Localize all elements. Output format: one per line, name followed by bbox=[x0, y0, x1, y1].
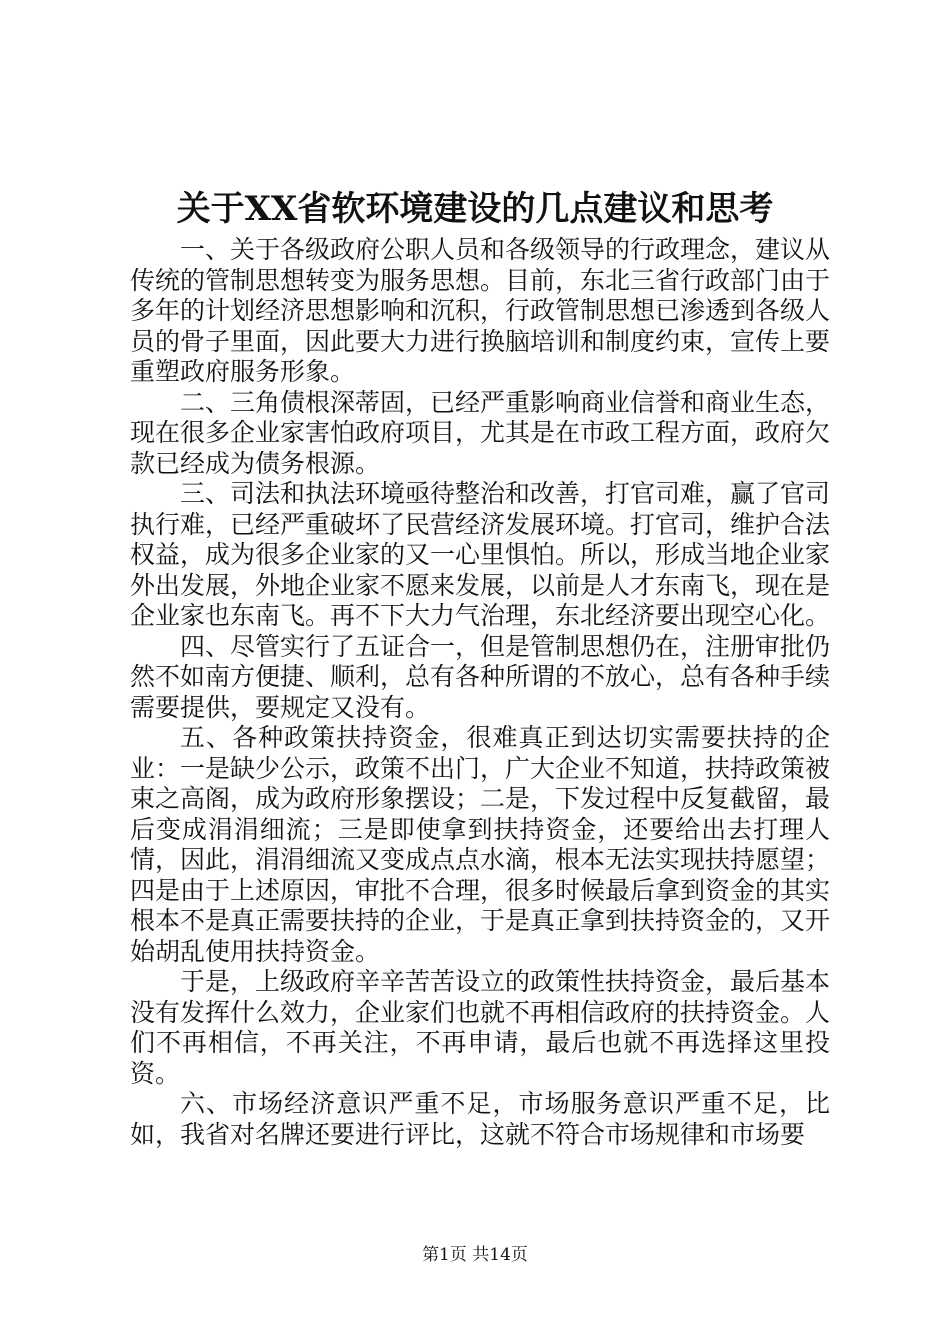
paragraph-6: 于是，上级政府辛辛苦苦设立的政策性扶持资金，最后基本没有发挥什么效力，企业家们也就不再相信政府的扶持资金。人们不再相信，不再关注，不再申请，最后也就不再选择这里投资。 bbox=[130, 967, 831, 1088]
paragraph-4: 四、尽管实行了五证合一，但是管制思想仍在，注册审批仍然不如南方便捷、顺利，总有各种所谓的不放心，总有各种手续需要提供，要规定又没有。 bbox=[130, 631, 831, 722]
document-title: 关于XX省软环境建设的几点建议和思考 bbox=[176, 189, 774, 229]
paragraph-7: 六、市场经济意识严重不足，市场服务意识严重不足，比如，我省对名牌还要进行评比，这就不符合市场规律和市场要 bbox=[130, 1089, 830, 1149]
document-body bbox=[130, 235, 830, 1150]
paragraph-5: 五、各种政策扶持资金，很难真正到达切实需要扶持的企业：一是缺少公示，政策不出门，广大企业不知道，扶持政策被束之高阁，成为政府形象摆设；二是，下发过程中反复截留，最后变成涓涓细流；三是即使拿到扶持资金，还要给出去打理人情，因此，涓涓细流又变成点点水滴，根本无法实现扶持愿望；四是由于上述原因，审批不合理，很多时候最后拿到资金的其实根本不是真正需要扶持的企业，于是真正拿到扶持资金的，又开始胡乱使用扶持资金。 bbox=[130, 723, 831, 966]
paragraph-1: 一、关于各级政府公职人员和各级领导的行政理念，建议从传统的管制思想转变为服务思想。目前，东北三省行政部门由于多年的计划经济思想影响和沉积，行政管制思想已渗透到各级人员的骨子里面，因此要大力进行换脑培训和制度约束，宣传上要重塑政府服务形象。 bbox=[130, 235, 831, 386]
paragraph-2: 二、三角债根深蒂固，已经严重影响商业信誉和商业生态，现在很多企业家害怕政府项目，尤其是在市政工程方面，政府欠款已经成为债务根源。 bbox=[130, 387, 831, 478]
paragraph-3: 三、司法和执法环境亟待整治和改善，打官司难，赢了官司执行难，已经严重破坏了民营经济发展环境。打官司，维护合法权益，成为很多企业家的又一心里惧怕。所以，形成当地企业家外出发展，外地企业家不愿来发展，以前是人才东南飞，现在是企业家也东南飞。再不下大力气治理，东北经济要出现空心化。 bbox=[130, 479, 831, 630]
page-footer: 第1页 共14页 bbox=[422, 1245, 528, 1265]
